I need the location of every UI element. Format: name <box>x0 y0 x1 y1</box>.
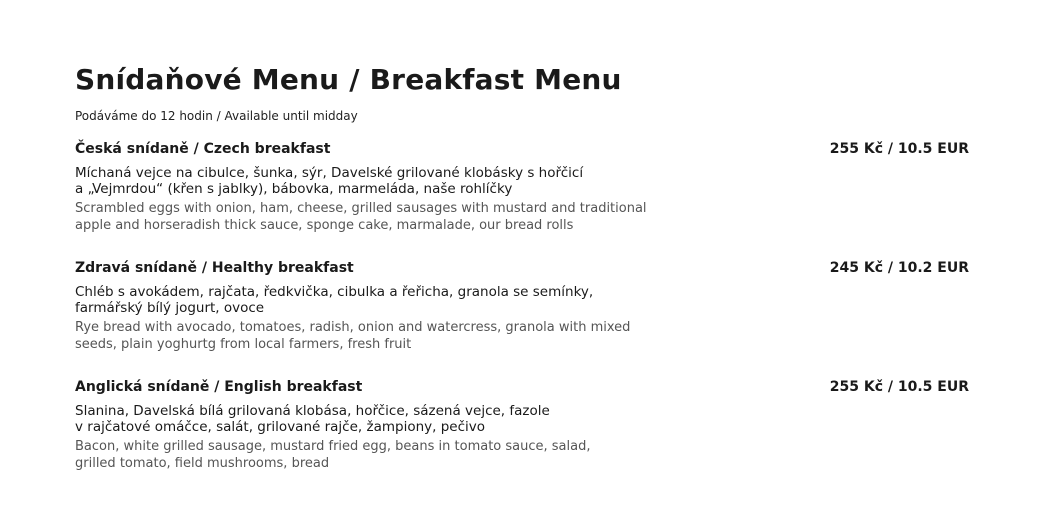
menu-item-description-czech <box>75 284 635 316</box>
menu-item-name: Anglická snídaně / English breakfast <box>75 379 363 395</box>
description-line: Chléb s avokádem, rajčata, ředkvička, cibulka a řeřicha, granola se semínky, <box>75 284 594 300</box>
description-line: Míchaná vejce na cibulce, šunka, sýr, Davelské grilované klobásky s hořčicí <box>75 165 584 181</box>
description-line: seeds, plain yoghurtg from local farmers, fresh fruit <box>75 336 412 352</box>
menu-page <box>75 60 969 472</box>
description-line: apple and horseradish thick sauce, sponge cake, marmalade, our bread rolls <box>75 217 574 233</box>
description-line: Scrambled eggs with onion, ham, cheese, grilled sausages with mustard and traditional <box>75 201 647 216</box>
menu-item-name: Zdravá snídaně / Healthy breakfast <box>75 260 354 276</box>
menu-item-price: 255 Kč / 10.5 EUR <box>829 379 969 395</box>
page-title: Snídaňové Menu / Breakfast Menu <box>75 63 622 96</box>
menu-item-healthy-breakfast <box>75 258 969 353</box>
menu-item-description-english <box>75 201 655 234</box>
menu-item-description-english <box>75 320 655 353</box>
menu-item-english-breakfast <box>75 377 969 472</box>
menu-item-header <box>75 377 969 397</box>
description-line: Slanina, Davelská bílá grilovaná klobása, hořčice, sázená vejce, fazole <box>75 403 550 419</box>
menu-item-name: Česká snídaně / Czech breakfast <box>75 141 331 157</box>
page-subtitle: Podáváme do 12 hodin / Available until midday <box>75 109 358 123</box>
menu-item-header <box>75 258 969 278</box>
description-line: farmářský bílý jogurt, ovoce <box>75 300 265 316</box>
description-line: Bacon, white grilled sausage, mustard fried egg, beans in tomato sauce, salad, <box>75 439 591 454</box>
description-line: v rajčatové omáčce, salát, grilované rajče, žampiony, pečivo <box>75 419 486 435</box>
menu-item-price: 255 Kč / 10.5 EUR <box>829 141 969 157</box>
description-line: Rye bread with avocado, tomatoes, radish, onion and watercress, granola with mixed <box>75 320 631 335</box>
menu-item-czech-breakfast <box>75 139 969 234</box>
menu-item-price: 245 Kč / 10.2 EUR <box>829 260 969 276</box>
menu-item-description-czech <box>75 403 635 435</box>
menu-item-description-czech <box>75 165 635 197</box>
description-line: grilled tomato, field mushrooms, bread <box>75 455 330 471</box>
description-line: a „Vejmrdou“ (křen s jablky), bábovka, marmeláda, naše rohlíčky <box>75 181 513 197</box>
menu-item-header <box>75 139 969 159</box>
menu-item-description-english <box>75 439 655 472</box>
